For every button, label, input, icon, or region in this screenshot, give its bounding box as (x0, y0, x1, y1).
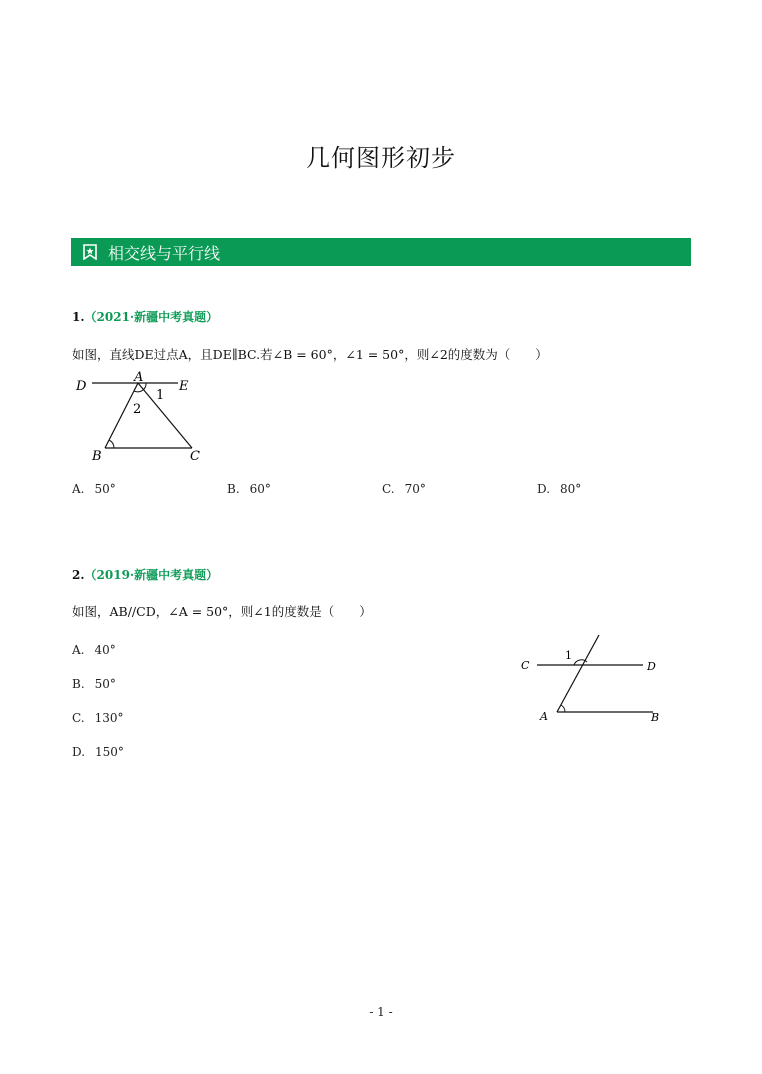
page-number: - 1 - (369, 1005, 393, 1019)
option-value: 150° (95, 745, 124, 759)
fig1-label-B: B (92, 449, 102, 464)
fig1-label-C: C (190, 449, 200, 464)
option-letter: B. (72, 677, 85, 691)
question-1-number: 1. (72, 310, 85, 324)
question-2-option-b[interactable] (72, 677, 116, 691)
option-letter: A. (72, 643, 85, 657)
fig2-label-A: A (540, 710, 548, 723)
fig1-label-A: A (134, 370, 144, 385)
question-2-option-d[interactable] (72, 745, 124, 759)
fig1-label-D: D (76, 379, 87, 394)
question-1-stem: 如图，直线DE过点A，且DE∥BC.若∠B = 60°，∠1 = 50°，则∠2的度数为（ ） (72, 347, 548, 362)
option-letter: C. (382, 482, 395, 496)
question-2-option-a[interactable] (72, 643, 116, 657)
fig1-label-2: 2 (133, 402, 142, 417)
question-1-source: （2021·新疆中考真题） (84, 310, 219, 324)
question-2-source: （2019·新疆中考真题） (84, 568, 219, 582)
question-2-option-c[interactable] (72, 711, 123, 725)
option-letter: D. (72, 745, 86, 759)
question-2-number: 2. (72, 568, 85, 582)
option-letter: C. (72, 711, 85, 725)
question-1-option-d[interactable] (537, 482, 581, 496)
option-letter: D. (537, 482, 551, 496)
section-title: 相交线与平行线 (108, 243, 221, 263)
option-value: 50° (94, 677, 116, 691)
option-value: 40° (94, 643, 116, 657)
fig2-label-C: C (521, 659, 530, 672)
option-value: 70° (404, 482, 426, 496)
question-2-figure (515, 630, 670, 730)
question-1-figure (70, 368, 220, 468)
fig1-label-1: 1 (156, 388, 165, 403)
page-title: 几何图形初步 (306, 144, 456, 172)
fig2-label-B: B (651, 711, 660, 724)
question-1-option-b[interactable] (227, 482, 271, 496)
section-header (71, 238, 691, 266)
option-value: 50° (94, 482, 116, 496)
option-value: 130° (94, 711, 124, 725)
question-1-option-c[interactable] (382, 482, 426, 496)
question-1-option-a[interactable] (72, 482, 116, 496)
question-2-header (72, 566, 218, 583)
question-1-header (72, 308, 218, 325)
question-2-stem: 如图，AB//CD，∠A = 50°，则∠1的度数是（ ） (72, 604, 372, 619)
fig2-label-D: D (647, 660, 656, 673)
option-value: 60° (249, 482, 271, 496)
option-value: 80° (560, 482, 582, 496)
fig2-label-1: 1 (565, 649, 572, 662)
bookmark-star-icon (82, 244, 98, 260)
option-letter: B. (227, 482, 240, 496)
fig1-label-E: E (179, 379, 189, 394)
option-letter: A. (72, 482, 85, 496)
